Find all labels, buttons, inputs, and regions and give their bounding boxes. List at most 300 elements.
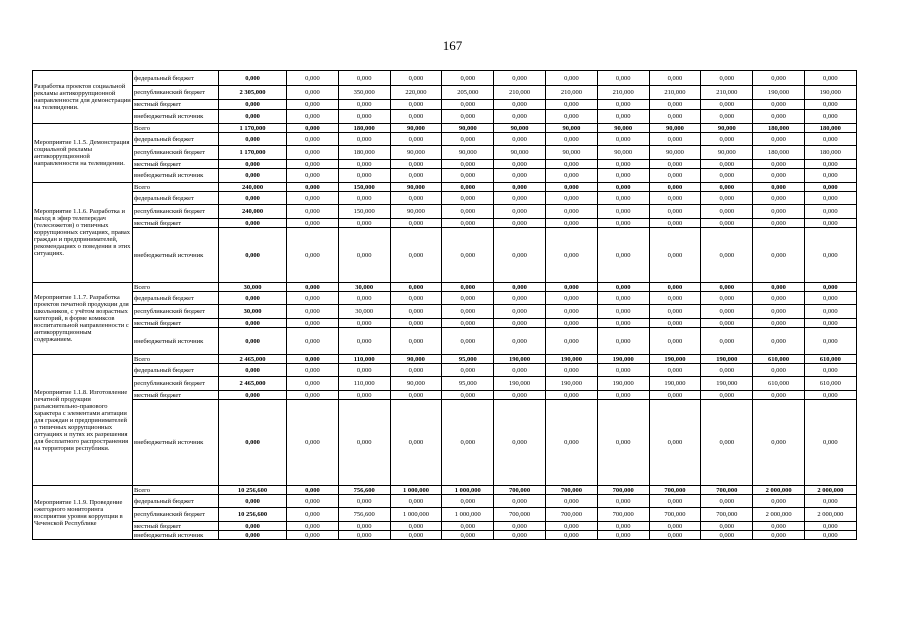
year-value-cell: 0,000 bbox=[338, 328, 390, 355]
year-value-cell: 0,000 bbox=[390, 364, 442, 377]
year-value-cell: 0,000 bbox=[804, 71, 856, 86]
year-value-cell: 0,000 bbox=[597, 305, 649, 319]
year-value-cell: 0,000 bbox=[545, 400, 597, 486]
total-cell: 240,000 bbox=[219, 183, 287, 192]
year-value-cell: 95,000 bbox=[442, 377, 494, 391]
year-value-cell: 0,000 bbox=[701, 219, 753, 228]
year-value-cell: 0,000 bbox=[287, 160, 339, 169]
year-value-cell: 0,000 bbox=[701, 305, 753, 319]
year-value-cell: 2 000,000 bbox=[753, 486, 805, 495]
year-value-cell: 0,000 bbox=[701, 192, 753, 205]
table-row bbox=[33, 86, 857, 100]
year-value-cell: 190,000 bbox=[597, 355, 649, 364]
funding-source: федеральный бюджет bbox=[133, 495, 219, 508]
year-value-cell: 0,000 bbox=[804, 219, 856, 228]
year-value-cell: 210,000 bbox=[701, 86, 753, 100]
year-value-cell: 0,000 bbox=[597, 495, 649, 508]
year-value-cell: 0,000 bbox=[442, 292, 494, 305]
year-value-cell: 0,000 bbox=[597, 183, 649, 192]
year-value-cell: 0,000 bbox=[753, 192, 805, 205]
year-value-cell: 0,000 bbox=[287, 219, 339, 228]
year-value-cell: 0,000 bbox=[804, 319, 856, 328]
year-value-cell: 0,000 bbox=[442, 319, 494, 328]
funding-source: Всего bbox=[133, 283, 219, 292]
year-value-cell: 0,000 bbox=[701, 169, 753, 183]
year-value-cell: 0,000 bbox=[804, 205, 856, 219]
year-value-cell: 0,000 bbox=[753, 319, 805, 328]
year-value-cell: 90,000 bbox=[390, 355, 442, 364]
year-value-cell: 210,000 bbox=[494, 86, 546, 100]
year-value-cell: 0,000 bbox=[753, 364, 805, 377]
total-cell: 0,000 bbox=[219, 110, 287, 124]
year-value-cell: 350,000 bbox=[338, 86, 390, 100]
year-value-cell: 0,000 bbox=[753, 133, 805, 146]
year-value-cell: 0,000 bbox=[287, 71, 339, 86]
year-value-cell: 0,000 bbox=[494, 391, 546, 400]
year-value-cell: 90,000 bbox=[701, 124, 753, 133]
total-cell: 0,000 bbox=[219, 328, 287, 355]
year-value-cell: 0,000 bbox=[442, 305, 494, 319]
funding-source: федеральный бюджет bbox=[133, 292, 219, 305]
year-value-cell: 0,000 bbox=[597, 292, 649, 305]
year-value-cell: 90,000 bbox=[649, 124, 701, 133]
year-value-cell: 180,000 bbox=[753, 124, 805, 133]
year-value-cell: 0,000 bbox=[545, 319, 597, 328]
year-value-cell: 0,000 bbox=[649, 219, 701, 228]
total-cell: 0,000 bbox=[219, 192, 287, 205]
year-value-cell: 90,000 bbox=[545, 146, 597, 160]
year-value-cell: 0,000 bbox=[338, 522, 390, 531]
year-value-cell: 0,000 bbox=[442, 495, 494, 508]
year-value-cell: 0,000 bbox=[545, 305, 597, 319]
year-value-cell: 0,000 bbox=[287, 192, 339, 205]
funding-source: местный бюджет bbox=[133, 522, 219, 531]
year-value-cell: 190,000 bbox=[545, 355, 597, 364]
year-value-cell: 0,000 bbox=[494, 71, 546, 86]
total-cell: 30,000 bbox=[219, 305, 287, 319]
year-value-cell: 0,000 bbox=[753, 531, 805, 540]
table-row bbox=[33, 192, 857, 205]
year-value-cell: 0,000 bbox=[287, 364, 339, 377]
year-value-cell: 610,000 bbox=[804, 355, 856, 364]
year-value-cell: 0,000 bbox=[494, 228, 546, 283]
year-value-cell: 0,000 bbox=[701, 228, 753, 283]
year-value-cell: 0,000 bbox=[545, 328, 597, 355]
year-value-cell: 190,000 bbox=[701, 377, 753, 391]
measure-name: Мероприятие 1.1.9. Проведение ежегодного мониторинга восприятия уровня коррупции в Чеченской Республике bbox=[33, 486, 133, 540]
year-value-cell: 0,000 bbox=[701, 100, 753, 110]
year-value-cell: 0,000 bbox=[494, 219, 546, 228]
year-value-cell: 0,000 bbox=[753, 328, 805, 355]
year-value-cell: 0,000 bbox=[597, 522, 649, 531]
year-value-cell: 190,000 bbox=[494, 355, 546, 364]
year-value-cell: 0,000 bbox=[338, 100, 390, 110]
year-value-cell: 0,000 bbox=[442, 169, 494, 183]
table-row bbox=[33, 328, 857, 355]
total-cell: 30,000 bbox=[219, 283, 287, 292]
year-value-cell: 0,000 bbox=[442, 192, 494, 205]
year-value-cell: 0,000 bbox=[804, 305, 856, 319]
measure-name: Мероприятие 1.1.7. Разработка проектов печатной продукции для школьников, с учётом возрастных категорий, в форме комиксов воспитательной направленности с антикоррупционным содержанием. bbox=[33, 283, 133, 355]
year-value-cell: 0,000 bbox=[701, 364, 753, 377]
year-value-cell: 0,000 bbox=[287, 169, 339, 183]
year-value-cell: 0,000 bbox=[545, 205, 597, 219]
year-value-cell: 180,000 bbox=[338, 124, 390, 133]
year-value-cell: 0,000 bbox=[287, 328, 339, 355]
year-value-cell: 0,000 bbox=[597, 169, 649, 183]
year-value-cell: 0,000 bbox=[597, 391, 649, 400]
funding-source: местный бюджет bbox=[133, 319, 219, 328]
funding-source: внебюджетный источник bbox=[133, 110, 219, 124]
year-value-cell: 0,000 bbox=[287, 205, 339, 219]
year-value-cell: 0,000 bbox=[494, 364, 546, 377]
year-value-cell: 90,000 bbox=[390, 146, 442, 160]
year-value-cell: 0,000 bbox=[649, 531, 701, 540]
year-value-cell: 0,000 bbox=[649, 283, 701, 292]
year-value-cell: 90,000 bbox=[701, 146, 753, 160]
year-value-cell: 2 000,000 bbox=[753, 508, 805, 522]
year-value-cell: 190,000 bbox=[494, 377, 546, 391]
year-value-cell: 0,000 bbox=[442, 100, 494, 110]
year-value-cell: 0,000 bbox=[545, 292, 597, 305]
year-value-cell: 0,000 bbox=[753, 100, 805, 110]
year-value-cell: 0,000 bbox=[597, 205, 649, 219]
measure-name: Мероприятие 1.1.5. Демонстрация социальной рекламы антикоррупционной направленности на телевидении. bbox=[33, 124, 133, 183]
year-value-cell: 0,000 bbox=[701, 495, 753, 508]
year-value-cell: 0,000 bbox=[753, 495, 805, 508]
year-value-cell: 90,000 bbox=[390, 377, 442, 391]
year-value-cell: 0,000 bbox=[338, 531, 390, 540]
year-value-cell: 0,000 bbox=[545, 192, 597, 205]
year-value-cell: 0,000 bbox=[545, 133, 597, 146]
year-value-cell: 0,000 bbox=[649, 400, 701, 486]
table-row bbox=[33, 508, 857, 522]
total-cell: 0,000 bbox=[219, 219, 287, 228]
year-value-cell: 0,000 bbox=[753, 169, 805, 183]
table-row bbox=[33, 377, 857, 391]
page-number: 167 bbox=[442, 38, 463, 53]
year-value-cell: 0,000 bbox=[442, 160, 494, 169]
year-value-cell: 0,000 bbox=[494, 522, 546, 531]
table-row bbox=[33, 531, 857, 540]
total-cell: 240,000 bbox=[219, 205, 287, 219]
table-row bbox=[33, 219, 857, 228]
year-value-cell: 0,000 bbox=[338, 219, 390, 228]
total-cell: 0,000 bbox=[219, 522, 287, 531]
year-value-cell: 90,000 bbox=[545, 124, 597, 133]
year-value-cell: 0,000 bbox=[494, 183, 546, 192]
year-value-cell: 0,000 bbox=[753, 219, 805, 228]
year-value-cell: 0,000 bbox=[287, 146, 339, 160]
year-value-cell: 0,000 bbox=[597, 328, 649, 355]
year-value-cell: 0,000 bbox=[804, 364, 856, 377]
year-value-cell: 0,000 bbox=[494, 495, 546, 508]
year-value-cell: 700,000 bbox=[494, 508, 546, 522]
year-value-cell: 0,000 bbox=[287, 86, 339, 100]
table-row bbox=[33, 522, 857, 531]
funding-source: Всего bbox=[133, 486, 219, 495]
year-value-cell: 0,000 bbox=[545, 183, 597, 192]
year-value-cell: 0,000 bbox=[287, 508, 339, 522]
year-value-cell: 700,000 bbox=[545, 486, 597, 495]
funding-source: местный бюджет bbox=[133, 219, 219, 228]
table-row bbox=[33, 495, 857, 508]
year-value-cell: 0,000 bbox=[597, 110, 649, 124]
year-value-cell: 756,600 bbox=[338, 486, 390, 495]
year-value-cell: 0,000 bbox=[390, 305, 442, 319]
year-value-cell: 0,000 bbox=[494, 305, 546, 319]
funding-source: внебюджетный источник bbox=[133, 169, 219, 183]
table-row bbox=[33, 355, 857, 364]
year-value-cell: 90,000 bbox=[442, 146, 494, 160]
funding-source: внебюджетный источник bbox=[133, 531, 219, 540]
year-value-cell: 0,000 bbox=[701, 183, 753, 192]
table-row bbox=[33, 71, 857, 86]
year-value-cell: 700,000 bbox=[545, 508, 597, 522]
table-row bbox=[33, 169, 857, 183]
year-value-cell: 90,000 bbox=[390, 124, 442, 133]
year-value-cell: 0,000 bbox=[545, 531, 597, 540]
total-cell: 0,000 bbox=[219, 495, 287, 508]
year-value-cell: 0,000 bbox=[649, 228, 701, 283]
year-value-cell: 0,000 bbox=[494, 100, 546, 110]
year-value-cell: 0,000 bbox=[701, 319, 753, 328]
year-value-cell: 0,000 bbox=[753, 292, 805, 305]
year-value-cell: 0,000 bbox=[494, 205, 546, 219]
funding-source: федеральный бюджет bbox=[133, 133, 219, 146]
year-value-cell: 0,000 bbox=[287, 531, 339, 540]
year-value-cell: 0,000 bbox=[287, 486, 339, 495]
year-value-cell: 0,000 bbox=[753, 205, 805, 219]
year-value-cell: 0,000 bbox=[649, 133, 701, 146]
year-value-cell: 0,000 bbox=[442, 522, 494, 531]
table-row bbox=[33, 133, 857, 146]
year-value-cell: 0,000 bbox=[338, 110, 390, 124]
year-value-cell: 0,000 bbox=[649, 71, 701, 86]
year-value-cell: 0,000 bbox=[494, 283, 546, 292]
year-value-cell: 700,000 bbox=[597, 508, 649, 522]
year-value-cell: 190,000 bbox=[701, 355, 753, 364]
year-value-cell: 0,000 bbox=[390, 192, 442, 205]
year-value-cell: 0,000 bbox=[338, 495, 390, 508]
year-value-cell: 190,000 bbox=[545, 377, 597, 391]
year-value-cell: 0,000 bbox=[597, 364, 649, 377]
year-value-cell: 0,000 bbox=[597, 228, 649, 283]
year-value-cell: 2 000,000 bbox=[804, 508, 856, 522]
year-value-cell: 0,000 bbox=[287, 110, 339, 124]
year-value-cell: 180,000 bbox=[338, 146, 390, 160]
year-value-cell: 150,000 bbox=[338, 205, 390, 219]
year-value-cell: 0,000 bbox=[804, 228, 856, 283]
total-cell: 0,000 bbox=[219, 391, 287, 400]
funding-source: местный бюджет bbox=[133, 391, 219, 400]
year-value-cell: 0,000 bbox=[390, 391, 442, 400]
year-value-cell: 2 000,000 bbox=[804, 486, 856, 495]
year-value-cell: 700,000 bbox=[597, 486, 649, 495]
year-value-cell: 0,000 bbox=[753, 522, 805, 531]
year-value-cell: 90,000 bbox=[442, 124, 494, 133]
year-value-cell: 0,000 bbox=[545, 110, 597, 124]
year-value-cell: 0,000 bbox=[338, 391, 390, 400]
year-value-cell: 0,000 bbox=[649, 205, 701, 219]
year-value-cell: 0,000 bbox=[545, 100, 597, 110]
year-value-cell: 0,000 bbox=[442, 328, 494, 355]
year-value-cell: 0,000 bbox=[545, 495, 597, 508]
year-value-cell: 700,000 bbox=[494, 486, 546, 495]
year-value-cell: 0,000 bbox=[701, 328, 753, 355]
year-value-cell: 210,000 bbox=[597, 86, 649, 100]
table-row bbox=[33, 183, 857, 192]
year-value-cell: 0,000 bbox=[804, 292, 856, 305]
total-cell: 0,000 bbox=[219, 169, 287, 183]
year-value-cell: 0,000 bbox=[545, 364, 597, 377]
table-row bbox=[33, 319, 857, 328]
year-value-cell: 0,000 bbox=[804, 328, 856, 355]
funding-source: республиканский бюджет bbox=[133, 377, 219, 391]
total-cell: 0,000 bbox=[219, 160, 287, 169]
year-value-cell: 700,000 bbox=[649, 508, 701, 522]
year-value-cell: 0,000 bbox=[649, 100, 701, 110]
year-value-cell: 0,000 bbox=[597, 219, 649, 228]
year-value-cell: 190,000 bbox=[804, 86, 856, 100]
total-cell: 0,000 bbox=[219, 531, 287, 540]
year-value-cell: 700,000 bbox=[649, 486, 701, 495]
measure-name: Разработка проектов социальной рекламы антикоррупционной направленности для демонстрации на телевидении. bbox=[33, 71, 133, 124]
year-value-cell: 0,000 bbox=[597, 160, 649, 169]
year-value-cell: 0,000 bbox=[649, 169, 701, 183]
year-value-cell: 0,000 bbox=[494, 292, 546, 305]
year-value-cell: 0,000 bbox=[804, 531, 856, 540]
year-value-cell: 0,000 bbox=[753, 400, 805, 486]
year-value-cell: 0,000 bbox=[390, 531, 442, 540]
year-value-cell: 0,000 bbox=[338, 169, 390, 183]
table-row bbox=[33, 292, 857, 305]
year-value-cell: 0,000 bbox=[753, 71, 805, 86]
total-cell: 2 465,000 bbox=[219, 377, 287, 391]
year-value-cell: 0,000 bbox=[287, 100, 339, 110]
funding-source: республиканский бюджет bbox=[133, 86, 219, 100]
total-cell: 10 256,600 bbox=[219, 508, 287, 522]
total-cell: 1 170,000 bbox=[219, 124, 287, 133]
measure-name: Мероприятие 1.1.6. Разработка и выход в эфир телепередач (телесюжетов) о типичных коррупционных ситуациях, правах граждан и предпринимателей, рекомендациях о поведении в этих ситуациях. bbox=[33, 183, 133, 283]
year-value-cell: 0,000 bbox=[442, 219, 494, 228]
year-value-cell: 0,000 bbox=[390, 495, 442, 508]
year-value-cell: 0,000 bbox=[390, 160, 442, 169]
table-row bbox=[33, 146, 857, 160]
year-value-cell: 756,600 bbox=[338, 508, 390, 522]
table-row bbox=[33, 400, 857, 486]
funding-table bbox=[32, 70, 857, 540]
year-value-cell: 0,000 bbox=[804, 169, 856, 183]
year-value-cell: 0,000 bbox=[390, 219, 442, 228]
year-value-cell: 0,000 bbox=[701, 292, 753, 305]
year-value-cell: 0,000 bbox=[701, 160, 753, 169]
funding-source: внебюджетный источник bbox=[133, 328, 219, 355]
table-row bbox=[33, 283, 857, 292]
year-value-cell: 0,000 bbox=[804, 400, 856, 486]
table-row bbox=[33, 305, 857, 319]
year-value-cell: 0,000 bbox=[649, 305, 701, 319]
year-value-cell: 0,000 bbox=[338, 319, 390, 328]
year-value-cell: 220,000 bbox=[390, 86, 442, 100]
year-value-cell: 0,000 bbox=[338, 400, 390, 486]
year-value-cell: 0,000 bbox=[287, 319, 339, 328]
year-value-cell: 0,000 bbox=[545, 71, 597, 86]
year-value-cell: 0,000 bbox=[804, 283, 856, 292]
year-value-cell: 0,000 bbox=[649, 183, 701, 192]
year-value-cell: 190,000 bbox=[649, 355, 701, 364]
year-value-cell: 0,000 bbox=[442, 400, 494, 486]
table-row bbox=[33, 205, 857, 219]
year-value-cell: 0,000 bbox=[649, 192, 701, 205]
total-cell: 2 465,000 bbox=[219, 355, 287, 364]
year-value-cell: 0,000 bbox=[287, 400, 339, 486]
year-value-cell: 0,000 bbox=[287, 183, 339, 192]
year-value-cell: 0,000 bbox=[442, 228, 494, 283]
year-value-cell: 90,000 bbox=[649, 146, 701, 160]
funding-source: Всего bbox=[133, 183, 219, 192]
year-value-cell: 0,000 bbox=[287, 228, 339, 283]
year-value-cell: 0,000 bbox=[649, 522, 701, 531]
year-value-cell: 0,000 bbox=[390, 283, 442, 292]
table-row bbox=[33, 364, 857, 377]
year-value-cell: 0,000 bbox=[494, 192, 546, 205]
year-value-cell: 180,000 bbox=[753, 146, 805, 160]
total-cell: 0,000 bbox=[219, 400, 287, 486]
year-value-cell: 0,000 bbox=[545, 522, 597, 531]
year-value-cell: 0,000 bbox=[442, 364, 494, 377]
year-value-cell: 0,000 bbox=[649, 160, 701, 169]
year-value-cell: 0,000 bbox=[287, 124, 339, 133]
year-value-cell: 190,000 bbox=[649, 377, 701, 391]
year-value-cell: 0,000 bbox=[390, 169, 442, 183]
year-value-cell: 0,000 bbox=[494, 531, 546, 540]
year-value-cell: 0,000 bbox=[442, 71, 494, 86]
funding-source: местный бюджет bbox=[133, 100, 219, 110]
year-value-cell: 0,000 bbox=[597, 100, 649, 110]
year-value-cell: 0,000 bbox=[442, 133, 494, 146]
year-value-cell: 0,000 bbox=[597, 400, 649, 486]
year-value-cell: 700,000 bbox=[701, 508, 753, 522]
year-value-cell: 0,000 bbox=[287, 522, 339, 531]
year-value-cell: 0,000 bbox=[804, 183, 856, 192]
total-cell: 10 256,600 bbox=[219, 486, 287, 495]
funding-source: республиканский бюджет bbox=[133, 508, 219, 522]
year-value-cell: 0,000 bbox=[649, 319, 701, 328]
year-value-cell: 0,000 bbox=[338, 292, 390, 305]
year-value-cell: 0,000 bbox=[442, 531, 494, 540]
year-value-cell: 0,000 bbox=[390, 133, 442, 146]
total-cell: 0,000 bbox=[219, 133, 287, 146]
year-value-cell: 30,000 bbox=[338, 283, 390, 292]
year-value-cell: 0,000 bbox=[804, 160, 856, 169]
year-value-cell: 0,000 bbox=[701, 205, 753, 219]
year-value-cell: 0,000 bbox=[701, 71, 753, 86]
year-value-cell: 0,000 bbox=[494, 160, 546, 169]
year-value-cell: 0,000 bbox=[597, 531, 649, 540]
year-value-cell: 0,000 bbox=[753, 160, 805, 169]
year-value-cell: 0,000 bbox=[649, 391, 701, 400]
year-value-cell: 0,000 bbox=[545, 391, 597, 400]
year-value-cell: 0,000 bbox=[287, 133, 339, 146]
year-value-cell: 30,000 bbox=[338, 305, 390, 319]
measure-name: Мероприятие 1.1.8. Изготовление печатной продукции разъяснительно-правового характера с элементами агитации для граждан и предпринимателей о типичных коррупционных ситуациях и путях их разрешения для бесплатного распространения на территории республики. bbox=[33, 355, 133, 486]
year-value-cell: 0,000 bbox=[597, 133, 649, 146]
year-value-cell: 0,000 bbox=[442, 205, 494, 219]
year-value-cell: 0,000 bbox=[545, 228, 597, 283]
year-value-cell: 90,000 bbox=[390, 205, 442, 219]
year-value-cell: 0,000 bbox=[649, 328, 701, 355]
